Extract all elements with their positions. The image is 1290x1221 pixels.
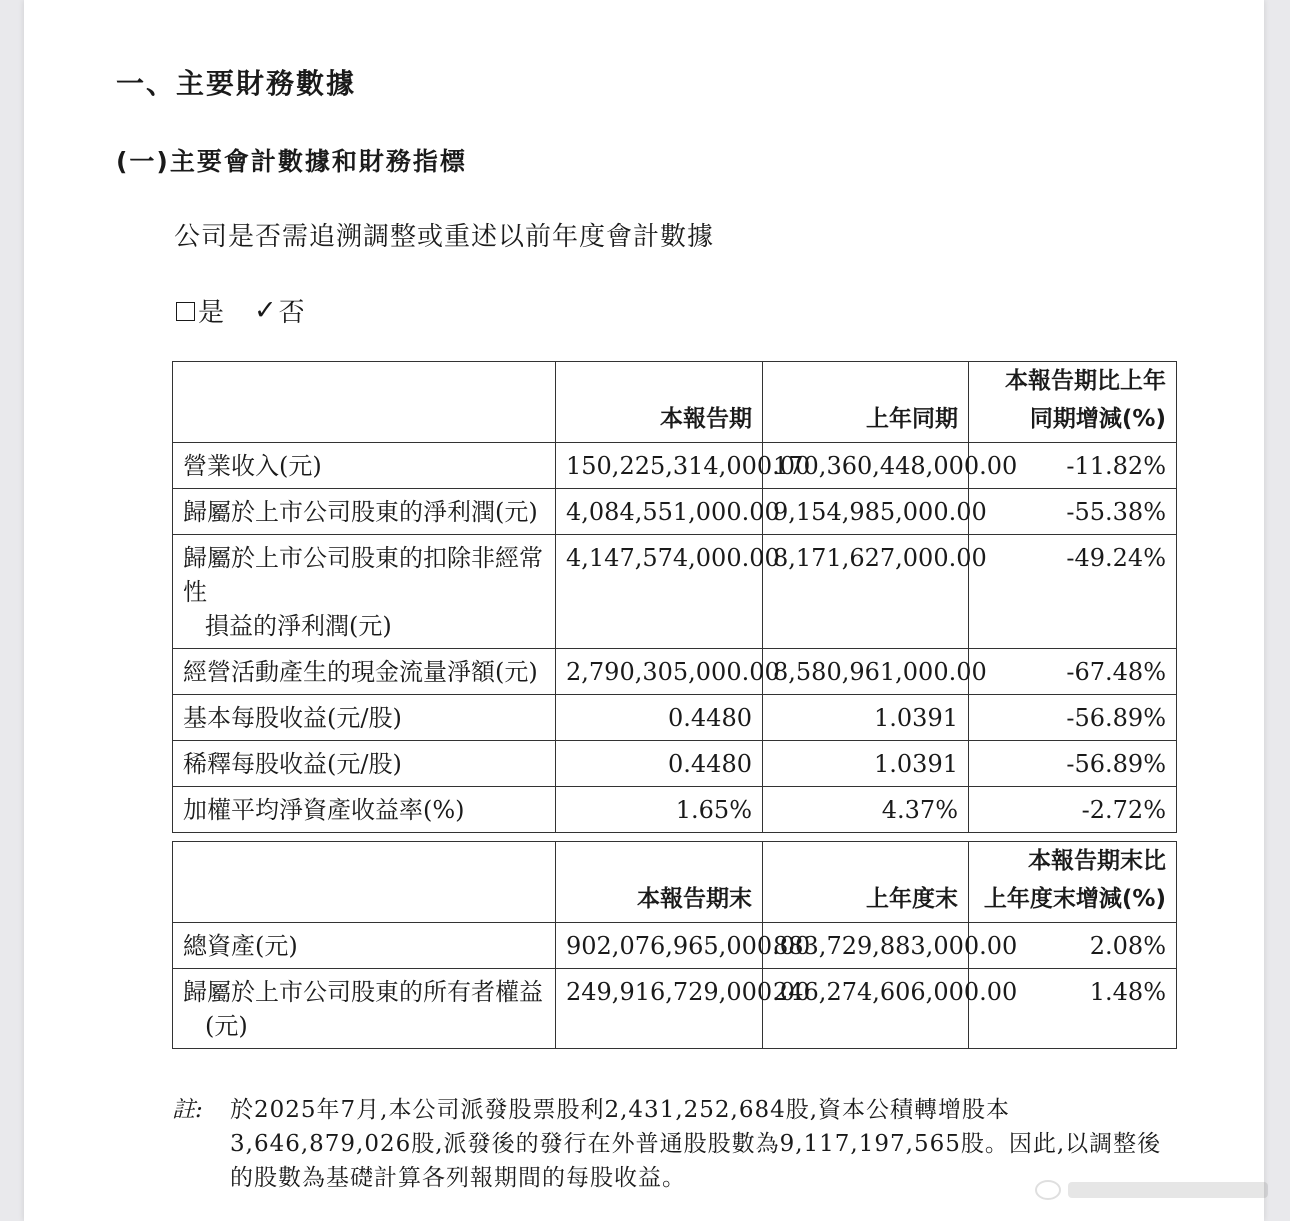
watermark-logo: [1034, 1172, 1274, 1208]
checkmark-icon: ✓: [254, 295, 277, 326]
header-change: [969, 362, 1177, 443]
row-change: -56.89%: [969, 695, 1177, 741]
row-label-line2: (元): [205, 1012, 248, 1040]
row-label: 稀釋每股收益(元/股): [173, 741, 556, 787]
subsection-heading: (一)主要會計數據和財務指標: [116, 147, 467, 176]
table-row: [173, 695, 1177, 741]
balance-data-table: [172, 841, 1177, 1049]
row-change: 2.08%: [969, 923, 1177, 969]
row-current: 2,790,305,000.00: [556, 649, 763, 695]
option-yes-label: 是: [198, 298, 225, 328]
row-label: 基本每股收益(元/股): [173, 695, 556, 741]
row-change: -49.24%: [969, 535, 1177, 649]
row-label-line1: 歸屬於上市公司股東的所有者權益: [183, 978, 543, 1006]
header-change-line2: 同期增減(%): [1029, 406, 1166, 432]
row-prior: 8,171,627,000.00: [763, 535, 969, 649]
row-change: -67.48%: [969, 649, 1177, 695]
footnote: [172, 1093, 1182, 1195]
table-row: [173, 489, 1177, 535]
accounting-data-table: [172, 361, 1177, 833]
table-row: [173, 923, 1177, 969]
section-heading: 一、主要財務數據: [116, 67, 357, 100]
option-no[interactable]: [254, 292, 305, 329]
row-label: 經營活動產生的現金流量淨額(元): [173, 649, 556, 695]
row-current: 0.4480: [556, 741, 763, 787]
row-label-line2: 損益的淨利潤(元): [205, 612, 392, 640]
table-header-row: [173, 362, 1177, 443]
table-row: [173, 787, 1177, 833]
row-prior: 8,580,961,000.00: [763, 649, 969, 695]
row-current: 1.65%: [556, 787, 763, 833]
row-prior: 4.37%: [763, 787, 969, 833]
header-current-period-end: 本報告期末: [556, 842, 763, 923]
restatement-options: [176, 292, 305, 329]
row-current: 150,225,314,000.00: [556, 443, 763, 489]
row-prior: 246,274,606,000.00: [763, 969, 969, 1049]
row-label: 加權平均淨資產收益率(%): [173, 787, 556, 833]
footnote-text: 於2025年7月,本公司派發股票股利2,431,252,684股,資本公積轉增股本3,646,879,026股,派發後的發行在外普通股股數為9,117,197,565股。因此,以調整後的股數為基礎計算各列報期間的每股收益。: [230, 1097, 1162, 1191]
header-prior-year-end: 上年度末: [763, 842, 969, 923]
row-label-line1: 歸屬於上市公司股東的扣除非經常性: [183, 544, 543, 606]
header-change-line1: 本報告期比上年: [1005, 368, 1166, 394]
header-change-line2: 上年度末增減(%): [983, 886, 1166, 912]
table-row: [173, 649, 1177, 695]
row-current: 4,084,551,000.00: [556, 489, 763, 535]
table-row: [173, 969, 1177, 1049]
row-label: [173, 535, 556, 649]
document-page: [24, 0, 1264, 1221]
row-prior: 9,154,985,000.00: [763, 489, 969, 535]
row-change: -11.82%: [969, 443, 1177, 489]
row-change: -2.72%: [969, 787, 1177, 833]
table-row: [173, 535, 1177, 649]
row-label: 營業收入(元): [173, 443, 556, 489]
footnote-label: 註:: [172, 1097, 203, 1123]
row-prior: 170,360,448,000.00: [763, 443, 969, 489]
checkbox-empty-icon: [176, 302, 195, 321]
table-row: [173, 741, 1177, 787]
table-row: [173, 443, 1177, 489]
row-label: 歸屬於上市公司股東的淨利潤(元): [173, 489, 556, 535]
header-item: [173, 842, 556, 923]
row-current: 902,076,965,000.00: [556, 923, 763, 969]
row-change: 1.48%: [969, 969, 1177, 1049]
header-prior-period: 上年同期: [763, 362, 969, 443]
option-yes[interactable]: [176, 292, 224, 329]
header-item: [173, 362, 556, 443]
header-current-period: 本報告期: [556, 362, 763, 443]
header-change-line1: 本報告期末比: [1028, 848, 1166, 874]
restatement-question: 公司是否需追溯調整或重述以前年度會計數據: [174, 222, 715, 252]
row-change: -55.38%: [969, 489, 1177, 535]
row-prior: 1.0391: [763, 695, 969, 741]
row-change: -56.89%: [969, 741, 1177, 787]
row-label: 總資產(元): [173, 923, 556, 969]
row-current: 249,916,729,000.00: [556, 969, 763, 1049]
header-change: [969, 842, 1177, 923]
row-current: 0.4480: [556, 695, 763, 741]
row-prior: 883,729,883,000.00: [763, 923, 969, 969]
row-current: 4,147,574,000.00: [556, 535, 763, 649]
table-header-row: [173, 842, 1177, 923]
option-no-label: 否: [278, 298, 305, 328]
row-prior: 1.0391: [763, 741, 969, 787]
row-label: [173, 969, 556, 1049]
